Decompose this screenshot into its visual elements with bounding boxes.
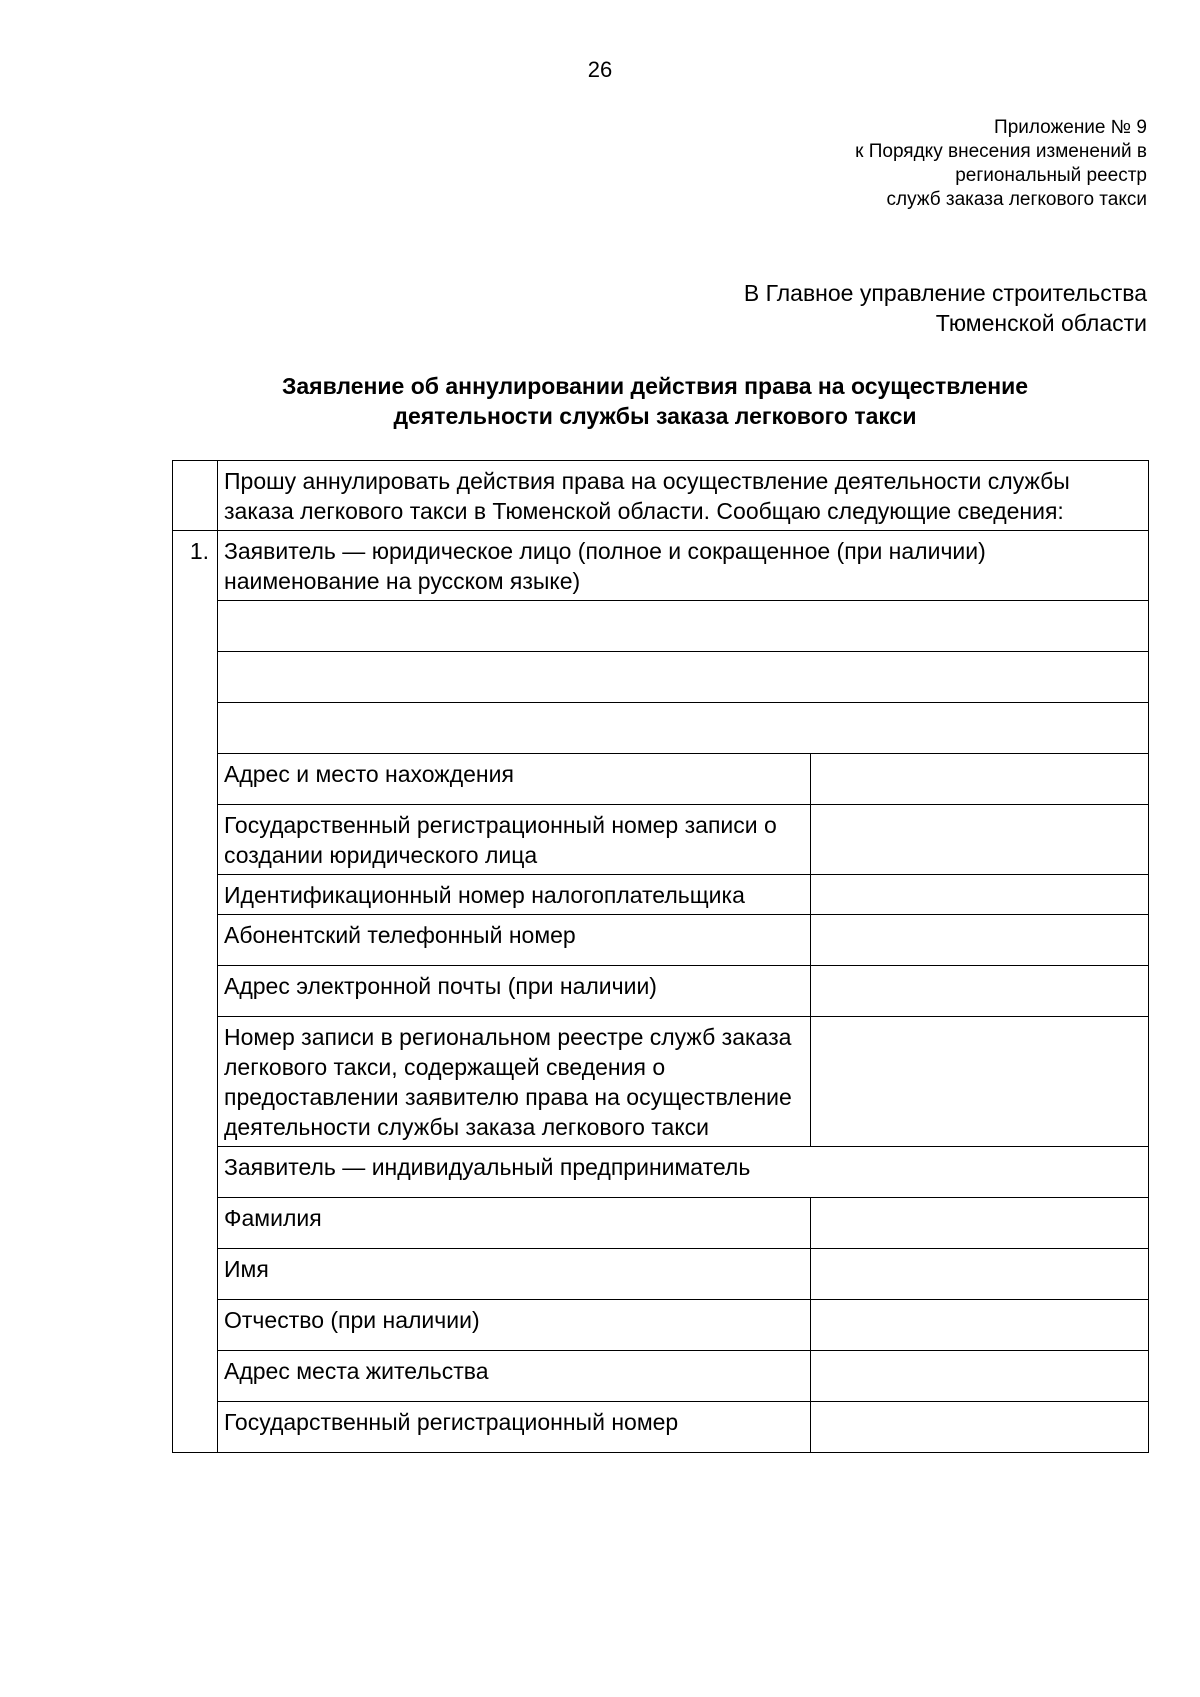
name-input-row bbox=[173, 703, 1149, 754]
form-row bbox=[173, 1402, 1149, 1453]
legal-entity-header: Заявитель — юридическое лицо (полное и сокращенное (при наличии) наименование на русском языке) bbox=[218, 531, 1149, 601]
appendix-line: региональный реестр bbox=[955, 165, 1147, 186]
field-label: Адрес электронной почты (при наличии) bbox=[218, 966, 811, 1017]
document-title bbox=[200, 371, 1110, 431]
field-value[interactable] bbox=[811, 1017, 1149, 1147]
appendix-line: Приложение № 9 bbox=[994, 117, 1147, 138]
title-line: Заявление об аннулировании действия права на осуществление bbox=[281, 373, 1029, 399]
form-row bbox=[173, 915, 1149, 966]
form-row bbox=[173, 1351, 1149, 1402]
page-number: 26 bbox=[587, 57, 613, 82]
field-value[interactable] bbox=[811, 1402, 1149, 1453]
empty-number-cell bbox=[173, 461, 218, 531]
form-row bbox=[173, 1198, 1149, 1249]
section-number: 1. bbox=[173, 531, 218, 1453]
field-value[interactable] bbox=[811, 805, 1149, 875]
field-label: Фамилия bbox=[218, 1198, 811, 1249]
entrepreneur-header-row bbox=[173, 1147, 1149, 1198]
field-value[interactable] bbox=[811, 754, 1149, 805]
field-value[interactable] bbox=[811, 1351, 1149, 1402]
addressee bbox=[547, 278, 1147, 338]
intro-row bbox=[173, 461, 1149, 531]
name-input-field[interactable] bbox=[218, 601, 1149, 652]
addressee-line: В Главное управление строительства bbox=[743, 280, 1147, 306]
appendix-line: к Порядку внесения изменений в bbox=[855, 141, 1147, 162]
field-label: Государственный регистрационный номер bbox=[218, 1402, 811, 1453]
field-label: Отчество (при наличии) bbox=[218, 1300, 811, 1351]
form-row bbox=[173, 1017, 1149, 1147]
legal-entity-header-row bbox=[173, 531, 1149, 601]
name-input-field[interactable] bbox=[218, 652, 1149, 703]
intro-text: Прошу аннулировать действия права на осуществление деятельности службы заказа легкового такси в Тюменской области. Сообщаю следующие сведения: bbox=[218, 461, 1149, 531]
field-label: Государственный регистрационный номер записи о создании юридического лица bbox=[218, 805, 811, 875]
field-value[interactable] bbox=[811, 1249, 1149, 1300]
appendix-line: служб заказа легкового такси bbox=[886, 189, 1147, 210]
field-value[interactable] bbox=[811, 1198, 1149, 1249]
entrepreneur-header: Заявитель — индивидуальный предприниматель bbox=[218, 1147, 1149, 1198]
form-row bbox=[173, 754, 1149, 805]
name-input-field[interactable] bbox=[218, 703, 1149, 754]
field-label: Адрес места жительства bbox=[218, 1351, 811, 1402]
addressee-line: Тюменской области bbox=[935, 310, 1147, 336]
form-row bbox=[173, 1300, 1149, 1351]
field-value[interactable] bbox=[811, 966, 1149, 1017]
form-row bbox=[173, 875, 1149, 915]
field-label: Номер записи в региональном реестре служб заказа легкового такси, содержащей сведения о предоставлении заявителю права на осуществление деятельности службы заказа легкового такси bbox=[218, 1017, 811, 1147]
field-label: Абонентский телефонный номер bbox=[218, 915, 811, 966]
name-input-row bbox=[173, 601, 1149, 652]
appendix-note bbox=[547, 116, 1147, 212]
application-form-table bbox=[172, 460, 1149, 1453]
form-row bbox=[173, 805, 1149, 875]
title-line: деятельности службы заказа легкового такси bbox=[393, 403, 917, 429]
form-row bbox=[173, 966, 1149, 1017]
name-input-row bbox=[173, 652, 1149, 703]
form-row bbox=[173, 1249, 1149, 1300]
field-label: Идентификационный номер налогоплательщика bbox=[218, 875, 811, 915]
field-value[interactable] bbox=[811, 875, 1149, 915]
field-label: Адрес и место нахождения bbox=[218, 754, 811, 805]
field-value[interactable] bbox=[811, 915, 1149, 966]
field-label: Имя bbox=[218, 1249, 811, 1300]
field-value[interactable] bbox=[811, 1300, 1149, 1351]
